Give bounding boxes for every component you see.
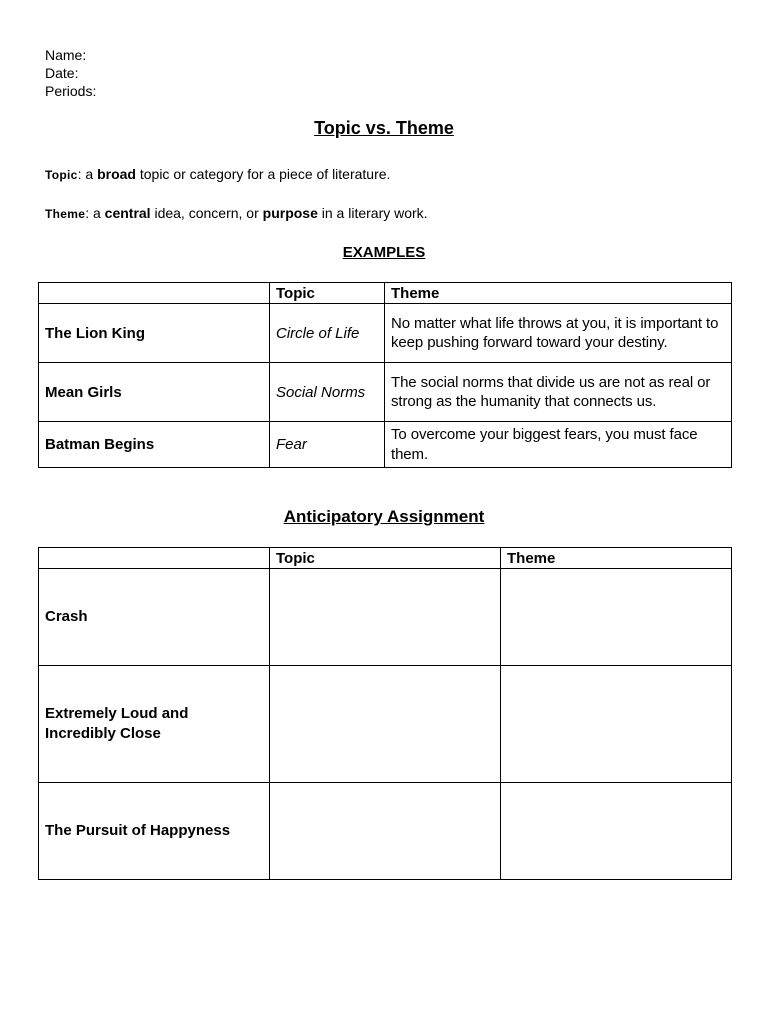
assignment-topic-cell[interactable]	[270, 569, 501, 666]
topic-def-bold: broad	[97, 166, 136, 182]
date-label: Date:	[45, 65, 79, 81]
examples-header-blank	[39, 283, 270, 304]
example-theme: No matter what life throws at you, it is important to keep pushing forward toward your destiny.	[385, 304, 732, 363]
theme-definition	[45, 205, 428, 221]
topic-def-pre: : a	[77, 166, 98, 182]
assignment-theme-cell[interactable]	[501, 783, 732, 880]
page-title: Topic vs. Theme	[314, 118, 454, 138]
example-title: Mean Girls	[39, 363, 270, 422]
assignment-header-theme: Theme	[501, 548, 732, 569]
assignment-theme-cell[interactable]	[501, 666, 732, 783]
theme-def-mid: idea, concern, or	[150, 205, 263, 221]
topic-term: Topic	[45, 168, 78, 182]
assignment-header-topic: Topic	[270, 548, 501, 569]
example-theme: The social norms that divide us are not as real or strong as the humanity that connects us.	[385, 363, 732, 422]
assignment-header-blank	[39, 548, 270, 569]
examples-header-row	[39, 283, 732, 304]
assignment-topic-cell[interactable]	[270, 666, 501, 783]
theme-term: Theme	[45, 207, 86, 221]
theme-def-bold-purpose: purpose	[262, 205, 318, 221]
examples-table	[38, 282, 732, 468]
example-topic: Social Norms	[270, 363, 385, 422]
table-row	[39, 666, 732, 783]
assignment-topic-cell[interactable]	[270, 783, 501, 880]
examples-header-topic: Topic	[270, 283, 385, 304]
example-title: The Lion King	[39, 304, 270, 363]
theme-def-pre: : a	[85, 205, 105, 221]
theme-def-post: in a literary work.	[317, 205, 428, 221]
topic-definition	[45, 166, 390, 182]
examples-header-theme: Theme	[385, 283, 732, 304]
table-row	[39, 304, 732, 363]
example-topic: Fear	[270, 422, 385, 468]
assignment-theme-cell[interactable]	[501, 569, 732, 666]
header-fields	[45, 46, 96, 100]
example-title: Batman Begins	[39, 422, 270, 468]
example-theme: To overcome your biggest fears, you must face them.	[385, 422, 732, 468]
theme-def-bold-central: central	[104, 205, 151, 221]
table-row	[39, 569, 732, 666]
assignment-title: Extremely Loud and Incredibly Close	[39, 666, 270, 783]
table-row	[39, 783, 732, 880]
assignment-header-row	[39, 548, 732, 569]
examples-heading: EXAMPLES	[342, 244, 426, 261]
topic-def-post: topic or category for a piece of literature.	[135, 166, 391, 182]
table-row	[39, 422, 732, 468]
assignment-title: The Pursuit of Happyness	[39, 783, 270, 880]
table-row	[39, 363, 732, 422]
assignment-heading: Anticipatory Assignment	[283, 507, 485, 526]
periods-label: Periods:	[45, 83, 97, 99]
example-topic: Circle of Life	[270, 304, 385, 363]
assignment-table	[38, 547, 732, 880]
name-label: Name:	[45, 47, 87, 63]
assignment-title: Crash	[39, 569, 270, 666]
